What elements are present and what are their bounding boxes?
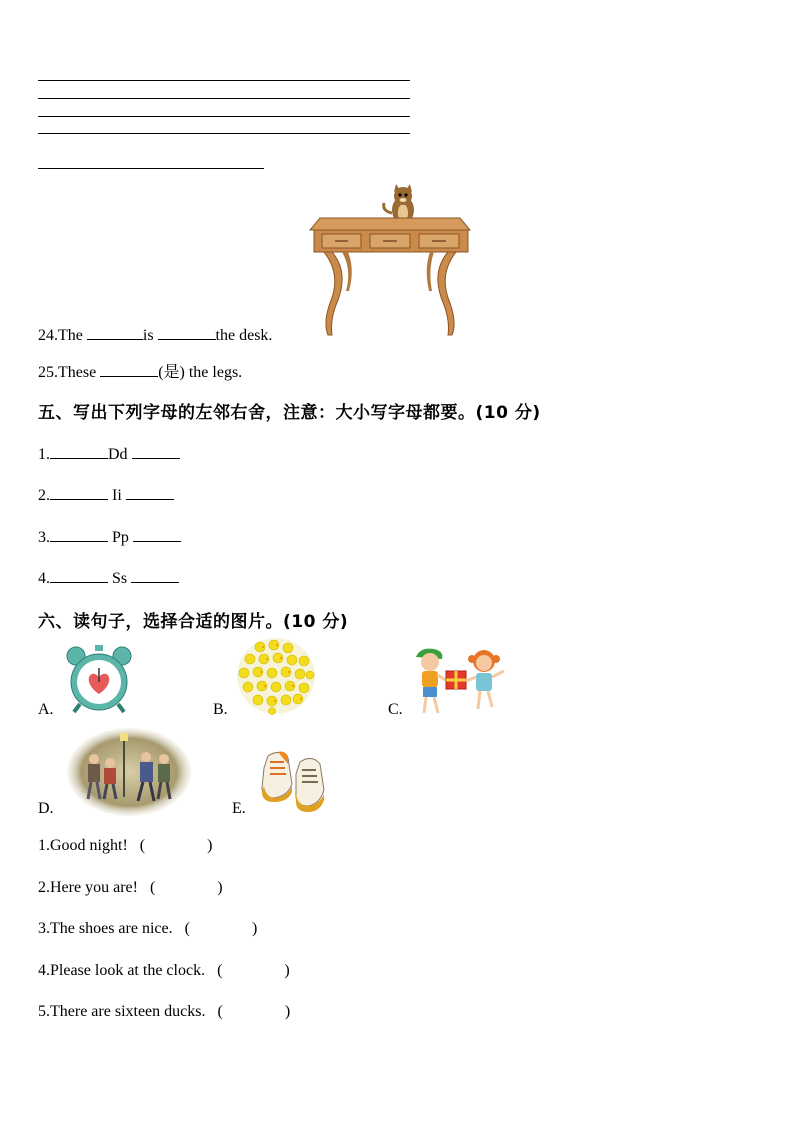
- answer-paren-open: (: [217, 962, 223, 979]
- letter-item-2: [38, 484, 174, 505]
- letter-blank-left[interactable]: [50, 526, 108, 542]
- letter-item-number: 1.: [38, 446, 50, 463]
- question-25: [38, 359, 242, 382]
- section-6-heading: 六、读句子，选择合适的图片。(10 分): [38, 612, 349, 632]
- section-5-heading: 五、写出下列字母的左邻右舍，注意：大小写字母都要。(10 分): [38, 403, 541, 423]
- letter-pair: Ss: [112, 570, 128, 587]
- letter-item-1: [38, 443, 180, 464]
- q25-blank[interactable]: [100, 361, 158, 377]
- answer-paren-close: ): [217, 879, 223, 896]
- answer-line-1[interactable]: [38, 80, 410, 81]
- answer-paren-close: ): [251, 920, 258, 937]
- option-a-label: A.: [38, 701, 54, 718]
- sentence-3: [38, 920, 257, 938]
- sentence-1: [38, 837, 212, 855]
- q24-blank-1[interactable]: [87, 324, 143, 340]
- letter-item-number: 3.: [38, 529, 50, 546]
- letter-item-3: [38, 526, 181, 547]
- sentence-2: [38, 879, 223, 897]
- answer-line-4[interactable]: [38, 133, 410, 134]
- letter-blank-left[interactable]: [50, 567, 108, 583]
- q25-rest: (是) the legs.: [158, 364, 243, 381]
- letter-item-number: 4.: [38, 570, 50, 587]
- letter-blank-left[interactable]: [50, 484, 108, 500]
- sentence-text: 5.There are sixteen ducks.: [38, 1003, 206, 1020]
- option-c-label: C.: [388, 701, 403, 718]
- answer-paren-open: (: [184, 920, 190, 937]
- option-d-label: D.: [38, 800, 54, 817]
- letter-pair: Ii: [112, 487, 122, 504]
- sentence-4: [38, 962, 290, 980]
- option-b-label: B.: [213, 701, 228, 718]
- sneakers-image: [258, 748, 328, 814]
- question-24: [38, 324, 272, 345]
- letter-blank-right[interactable]: [132, 443, 180, 459]
- sentence-5: [38, 1003, 290, 1021]
- letter-pair: Dd: [108, 446, 128, 463]
- answer-paren-close: ): [207, 837, 213, 854]
- kids-with-gift-image: [412, 645, 517, 717]
- answer-line-2[interactable]: [38, 98, 410, 99]
- letter-item-4: [38, 567, 179, 588]
- sentence-text: 2.Here you are!: [38, 879, 138, 896]
- alarm-clock-image: [64, 644, 134, 714]
- people-walking-image: [66, 727, 192, 817]
- letter-blank-right[interactable]: [126, 484, 174, 500]
- answer-line-5[interactable]: [38, 168, 264, 169]
- cat-on-desk-image: [308, 183, 473, 340]
- sentence-text: 3.The shoes are nice.: [38, 920, 173, 937]
- sentence-text: 4.Please look at the clock.: [38, 962, 206, 979]
- answer-paren-open: (: [149, 879, 156, 896]
- sentence-text: 1.Good night!: [38, 837, 128, 854]
- answer-paren-open: (: [217, 1003, 223, 1020]
- answer-line-3[interactable]: [38, 116, 410, 117]
- letter-pair: Pp: [112, 529, 129, 546]
- q25-number: 25.: [38, 364, 58, 381]
- q24-blank-2[interactable]: [158, 324, 216, 340]
- letter-blank-right[interactable]: [133, 526, 181, 542]
- answer-paren-open: (: [139, 837, 146, 854]
- letter-item-number: 2.: [38, 487, 50, 504]
- answer-paren-close: ): [284, 962, 290, 979]
- yellow-ducks-image: [236, 637, 316, 715]
- letter-blank-right[interactable]: [131, 567, 179, 583]
- q24-word-is: is: [142, 327, 154, 344]
- letter-blank-left[interactable]: [50, 443, 108, 459]
- answer-paren-close: ): [284, 1003, 291, 1020]
- q24-number: 24.: [38, 327, 58, 344]
- option-e-label: E.: [232, 800, 246, 817]
- q24-word-the: The: [58, 327, 83, 344]
- q24-word-desk: the desk.: [215, 327, 273, 344]
- q25-word-these: These: [58, 364, 97, 381]
